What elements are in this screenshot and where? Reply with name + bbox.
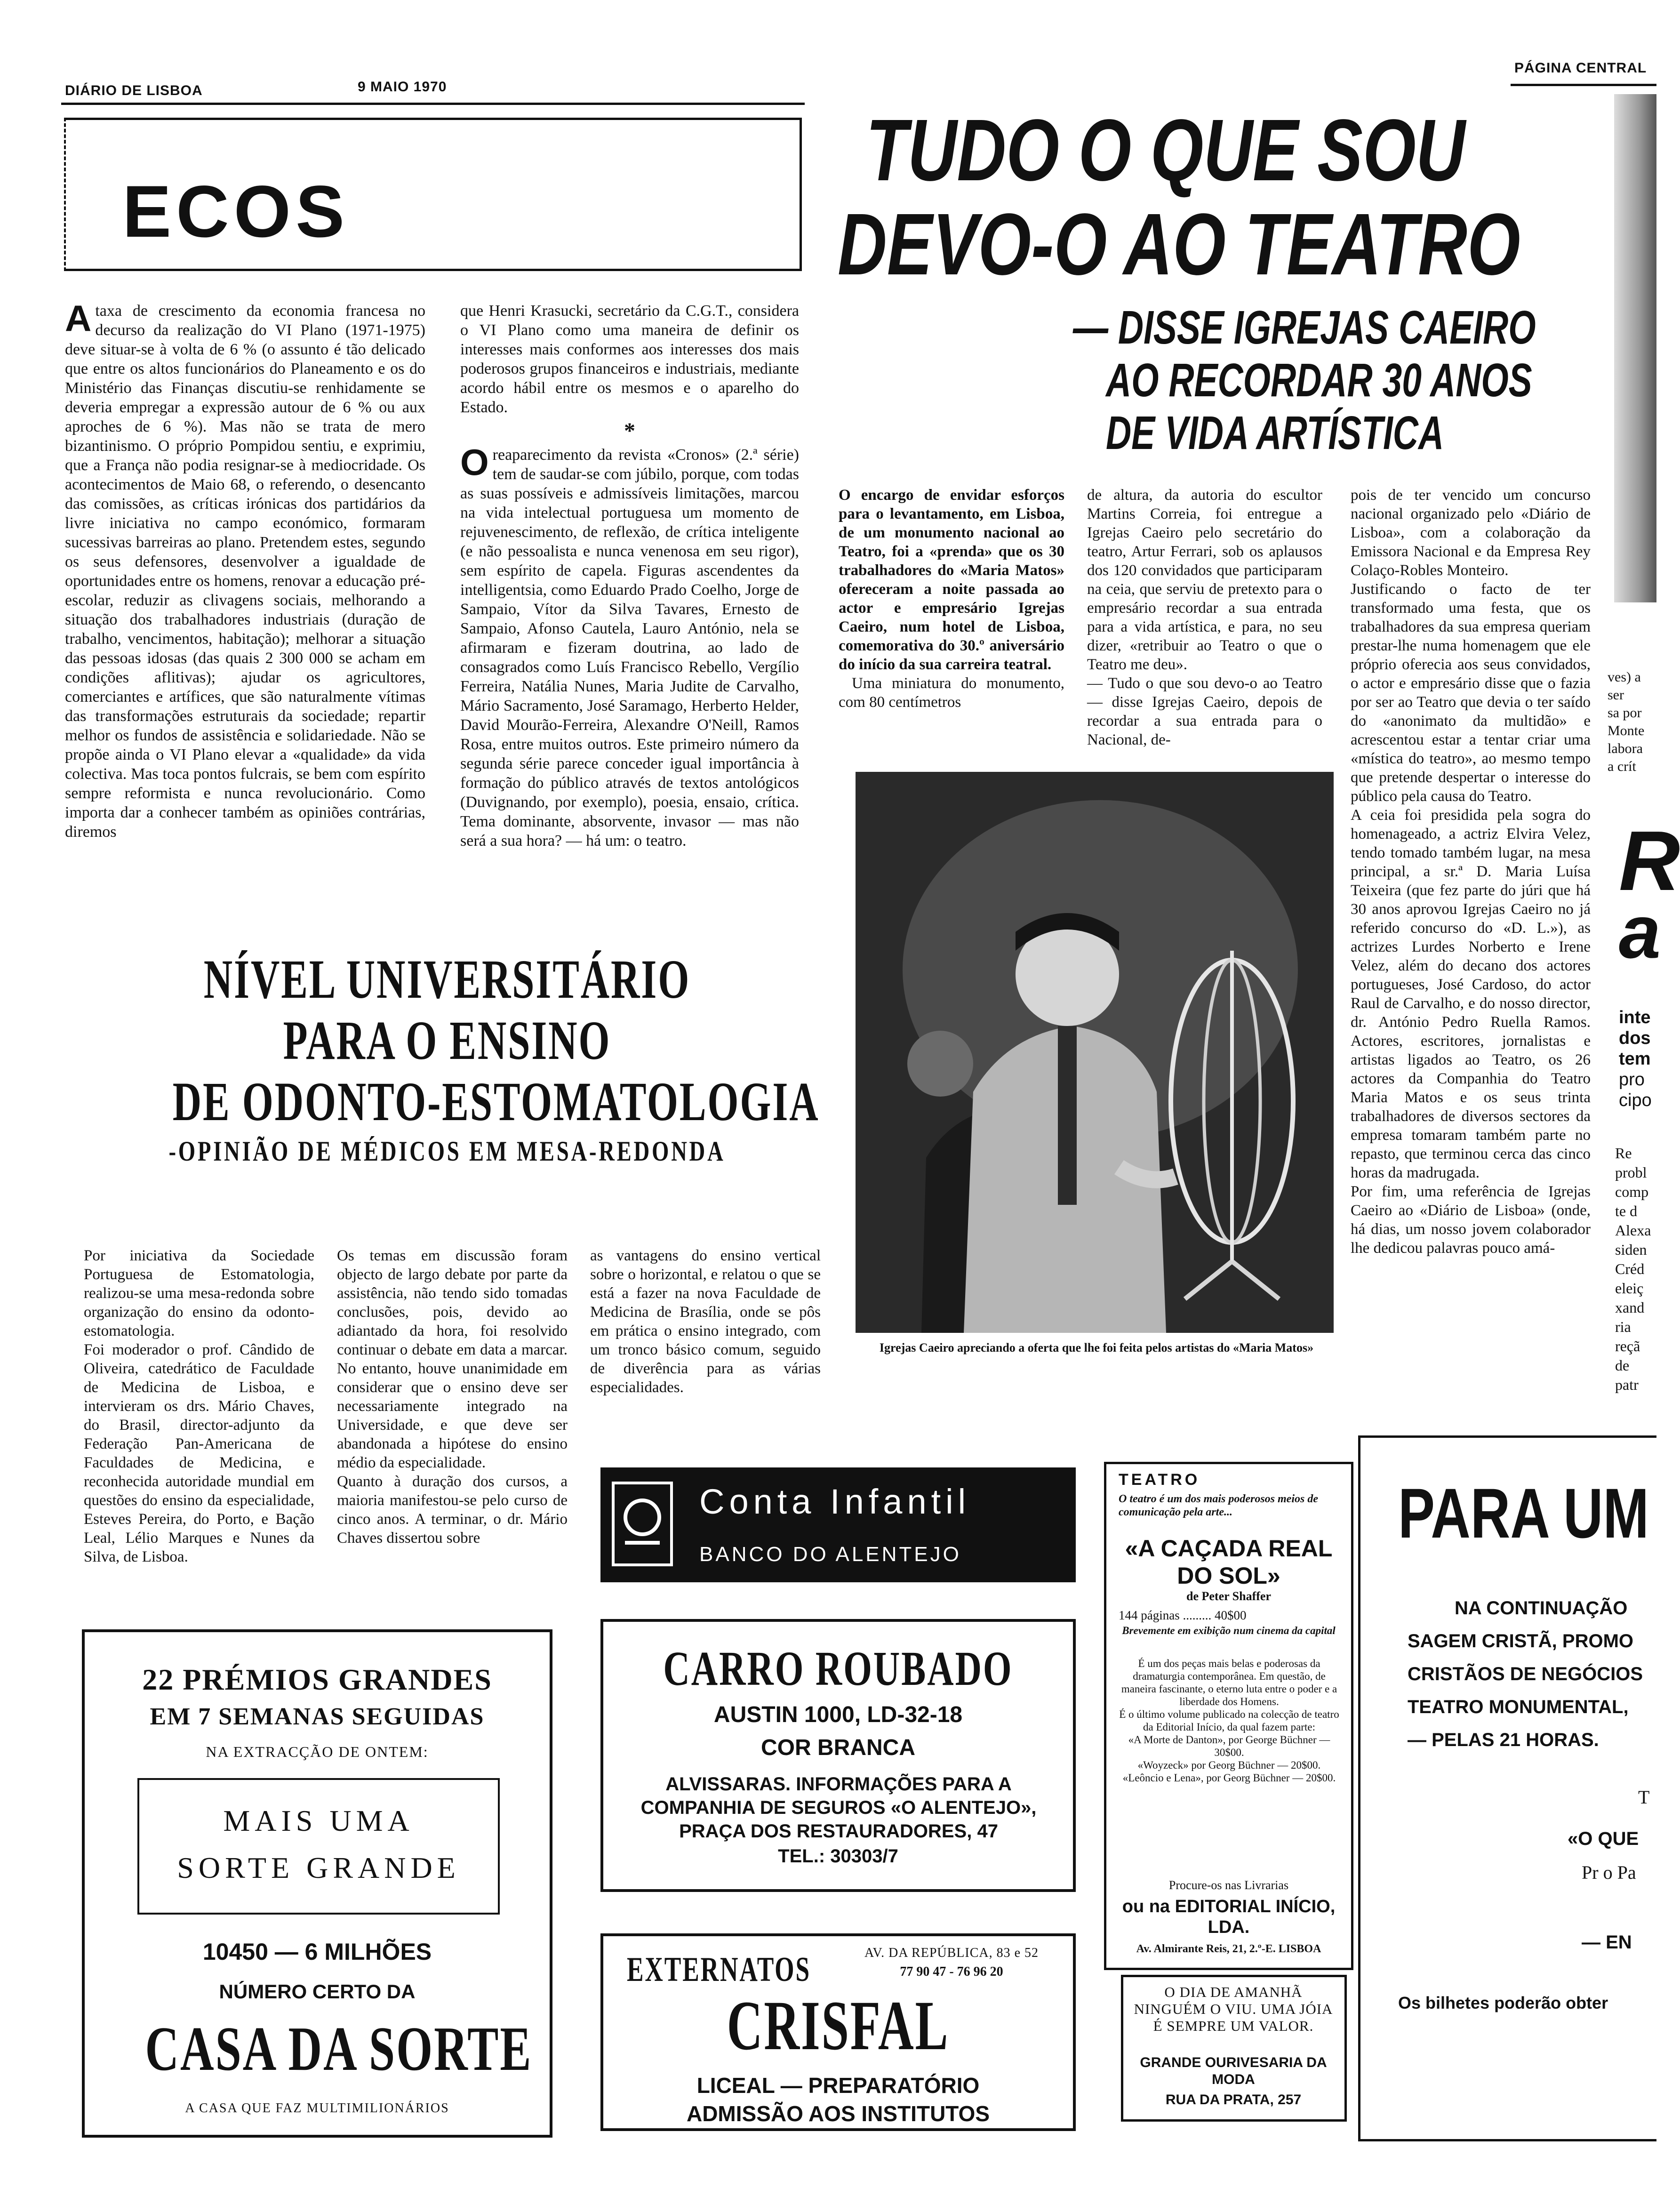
ad-line: T — [1638, 1787, 1650, 1808]
ad-line: SAGEM CRISTÃ, PROMO — [1408, 1631, 1634, 1651]
drop-cap: O — [460, 441, 489, 483]
edge-line: labora — [1608, 741, 1643, 756]
adjacent-page-column — [1615, 1144, 1656, 1403]
premios-line-6: 10450 — 6 MILHÕES — [202, 1939, 432, 1965]
teatro-column-3: pois de ter vencido um concurso nacional organizado pelo «Diário de Lisboa», com a colaboração da Emissora Nacional e da Empresa Rey Colaço-Robles Monteiro. Justificando o facto de ter transformado uma festa, que os trabalhadores da sua empresa queriam prestar-lhe numa homenagem que ele próprio oferecia aos seus convidados, o actor e empresário disse que o fazia por ser ao Teatro que devia o ter saído do «anonimato da multidão» e acrescentou estar a tentar criar uma «mística do teatro», ao mesmo tempo que pretende despertar o interesse do público pela causa do Teatro. A ceia foi presidida pela sogra do homenageado, a actriz Elvira Velez, tendo tomado também lugar, na mesa principal, a sr.ª D. Maria Luísa Teixeira (que fez parte do júri que há 30 anos aprovou Igrejas Caeiro no já referido concurso do «D. L.»), as actrizes Lurdes Norberto e Irene Velez, além do decano dos actores portugueses, José Cardoso, do actor Raul de Carvalho, e do nosso director, dr. António Pedro Ruella Ramos. Actores, escritores, jornalistas e artistas ligados ao Teatro, os 26 actores da Companhia do Teatro Maria Matos e os seus trinta trabalhadores de diversos sectores da empresa tomaram também parte no repasto, que terminou cerca das cinco horas da madrugada. Por fim, uma referência de Igrejas Caeiro ao «Diário de Lisboa» (onde, há dias, um nosso jovem colaborador lhe dedicou palavras pouco amá- — [1351, 487, 1591, 1257]
odonto-headline-3: DE ODONTO-ESTOMATOLOGIA — [172, 1071, 820, 1132]
premios-line-9: A CASA QUE FAZ MULTIMILIONÁRIOS — [185, 2101, 449, 2116]
ad-headline: PARA UM — [1398, 1474, 1649, 1553]
bank-name: BANCO DO ALENTEJO — [699, 1543, 961, 1566]
monumental-ad — [1358, 1435, 1656, 2141]
ecos-text-2b: reaparecimento da revista «Cronos» (2.ª série) tem de saudar-se com júbilo, porque, com todas as suas possíveis e admissíveis limitações, marcou na vida intelectual portuguesa um momento de rejuvenescimento, de reflexão, de crítica inteligente (e não pessoalista e nunca venenosa em seu rigor), sem espírito de capela. Figuras ascendentes da intelligentsia, como Eduardo Prado Coelho, Jorge de Sampaio, Vítor da Silva Tavares, Ernesto de Sampaio, Afonso Cautela, Lauro António, nela se afirmaram e fizeram doutrina, ao lado de consagrados como Luís Francisco Rebello, Vergílio Ferreira, Natália Nunes, Maria Judite de Carvalho, Mário Sacramento, José Saramago, Herberto Helder, David Mourão-Ferreira, Alexandre O'Neill, Ramos Rosa, entre muitos outros. Este primeiro número da segunda série parece conceder igual importância à formação do público através de textos antológicos (Duvignando, por exemplo), poesia, ensaio, crítica. Tema dominante, absorvente, invasor — mas não será a sua hora? — há um: o teatro. — [460, 446, 799, 850]
adjacent-page-intro — [1619, 1007, 1656, 1139]
edge-line: de — [1615, 1357, 1630, 1374]
crisfal-ad — [600, 1933, 1076, 2131]
teatro-lead-text-2: Uma miniatura do monumento, com 80 centímetros — [839, 675, 1064, 711]
carro-color: COR BRANCA — [761, 1735, 915, 1760]
edge-big-letter: R — [1619, 814, 1680, 908]
ecos-column-1 — [65, 297, 425, 913]
adjacent-page-text — [1608, 668, 1656, 772]
subheadline-line-3: DE VIDA ARTÍSTICA — [1106, 407, 1444, 459]
teatro-subheadline — [1073, 301, 1567, 459]
odonto-column-2: Os temas em discussão foram objecto de largo debate por parte da assistência, não tendo sido tomadas conclusões, pois, devido ao adiantado da hora, foi resolvido continuar o debate em data a marcar. No entanto, houve unanimidade em considerar que o ensino deve ser necessariamente integrado na Universidade, e que deve ser abandonada a hipótese do ensino médio da especialidade. Quanto à duração dos cursos, a maioria manifestou-se pelo curso de cinco anos. A terminar, o dr. Mário Chaves dissertou sobre — [337, 1247, 568, 1547]
ad-line: — EN — [1582, 1932, 1632, 1953]
edge-line: eleiç — [1615, 1280, 1644, 1297]
edge-line: Alexa — [1615, 1222, 1651, 1239]
book-note: Brevemente em exibição num cinema da capital — [1122, 1625, 1336, 1636]
book-author: de Peter Shaffer — [1186, 1589, 1271, 1603]
edge-line: Créd — [1615, 1260, 1645, 1277]
book-title: «A CAÇADA REAL DO SOL» — [1125, 1535, 1333, 1589]
premios-line-7: NÚMERO CERTO DA — [219, 1980, 416, 2003]
book-ad-label: TEATRO — [1119, 1471, 1200, 1489]
edge-line: cipo — [1619, 1090, 1652, 1110]
edge-line: tem — [1619, 1049, 1651, 1069]
edge-line: inte — [1619, 1008, 1651, 1027]
ouriv-name: GRANDE OURIVESARIA DA MODA — [1140, 2055, 1327, 2087]
premios-line-8: CASA DA SORTE — [145, 2014, 533, 2084]
ouriv-text: O DIA DE AMANHÃ NINGUÉM O VIU. UMA JÓIA É SEMPRE UM VALOR. — [1134, 1984, 1333, 2034]
ad-line: Pr o Pa — [1582, 1862, 1636, 1883]
ad-line: Os bilhetes poderão obter — [1398, 1993, 1608, 2012]
odonto-headline-2: PARA O ENSINO — [283, 1010, 611, 1071]
odonto-column-1: Por iniciativa da Sociedade Portuguesa de Estomatologia, realizou-se uma mesa-redonda sobre organização do ensino da odonto-estomatologia. Foi moderador o prof. Cândido de Oliveira, catedrático de Faculdade de Medicina de Lisboa, e intervieram os drs. Mário Chaves, do Brasil, director-adjunto da Federação Pan-Americana de Faculdades de Medicina, e reconhecida autoridade mundial em questões do ensino da especialidade, Esteves Pereira, do Porto, e Bação Leal, Lélio Marques e Nunes da Silva, de Lisboa. — [84, 1247, 314, 1565]
edge-big-letter: a — [1619, 890, 1661, 974]
crisfal-name: CRISFAL — [727, 1987, 950, 2065]
edge-line: Re — [1615, 1145, 1632, 1162]
ecos-text-2a: que Henri Krasucki, secretário da C.G.T., considera o VI Plano como uma maneira de definir os interesses mais conformes aos interesses dos mais poderosos grupos financeiros e industriais, mediante acordo hábil entre os mesmos e o aparelho do Estado. — [460, 302, 799, 416]
edge-line: reçã — [1615, 1338, 1640, 1354]
book-publisher: ou na EDITORIAL INÍCIO, LDA. — [1122, 1897, 1336, 1937]
edge-line: probl — [1615, 1164, 1647, 1181]
edge-line: sa por — [1608, 705, 1642, 721]
ourivesaria-ad — [1121, 1975, 1347, 2122]
ecos-logo-box — [64, 118, 802, 271]
ad-line: «O QUE — [1568, 1828, 1639, 1849]
edge-line: xand — [1615, 1299, 1645, 1316]
ecos-text-1: taxa de crescimento da economia francesa no decurso da realização do VI Plano (1971-1975) deve situar-se à volta de 6 % (o assunto é tão delicado que entre os altos funcionários do Planeamento e os do Ministério das Finanças discutiu-se renhidamente se deveria empregar a expressão autour de 6 % ou aux aproches de 6 %). Mas não se trata de mero bizantinismo. O próprio Pompidou sentiu, e exprimiu, que a França não podia resignar-se à mediocridade. Os acontecimentos de Maio 68, o referendo, o desencanto das comissões, as críticas irónicas dos partidários da livre iniciativa no campo económico, formaram sucessivas barreiras ao plano. Pretendem estes, segundo os seus defensores, desenvolver a igualdade de oportunidades entre os homens, renovar a educação pré-escolar, reduzir as clivagens sociais, melhorando a situação dos trabalhadores industriais (duração de trabalho, vencimentos, habitação); melhorar a situação das pessoas idosas (das quais 2 300 000 se acham em condições aflitivas); ajudar os agricultores, comerciantes e artífices, que são naturalmente vítimas das transformações estruturais da sociedade; repartir melhor os fundos de assistência e solidariedade. Não se propõe ainda o VI Plano elevar a «qualidade» da vida colectiva. Mas toca pontos fulcrais, se bem com espírito sempre reformista e nunca revolucionário. Como importa dar a conhecer também as opiniões contrárias, diremos — [65, 302, 425, 841]
book-price: 144 páginas ......... 40$00 — [1119, 1608, 1247, 1622]
ouriv-address: RUA DA PRATA, 257 — [1165, 2092, 1302, 2108]
odonto-headline-1: NÍVEL UNIVERSITÁRIO — [203, 948, 691, 1010]
ad-line: — PELAS 21 HORAS. — [1408, 1730, 1599, 1750]
carro-phone: TEL.: 30303/7 — [778, 1846, 898, 1867]
editorial-inicio-ad — [1104, 1462, 1353, 1970]
header-rule — [61, 103, 805, 105]
photo-caption: Igrejas Caeiro apreciando a oferta que lhe foi feita pelos artistas do «Maria Matos» — [879, 1341, 1314, 1354]
subheadline-line-1: — DISSE IGREJAS CAEIRO — [1073, 301, 1536, 354]
conta-infantil-ad — [600, 1467, 1076, 1582]
edge-line: dos — [1619, 1028, 1651, 1048]
book-ad-intro: O teatro é um dos mais poderosos meios de comunicação pela arte... — [1119, 1493, 1318, 1518]
newspaper-name: DIÁRIO DE LISBOA — [65, 83, 203, 98]
crisfal-line-4: ADMISSÃO AOS INSTITUTOS — [686, 2101, 990, 2126]
photo-illustration — [856, 772, 1334, 1333]
crisfal-address: AV. DA REPÚBLICA, 83 e 52 — [864, 1946, 1039, 1960]
edge-line: ria — [1615, 1318, 1631, 1335]
edge-line: pro — [1619, 1070, 1645, 1090]
teatro-lead-text: O encargo de envidar esforços para o levantamento, em Lisboa, de um monumento nacional ao Teatro, foi a «prenda» que os 30 trabalhadores do «Maria Matos» ofereceram a noite passada ao actor e empresário Igrejas Caeiro, num hotel de Lisboa, comemorativa do 30.º aniversário do início da sua carreira teatral. — [839, 487, 1064, 673]
teatro-headline — [838, 104, 1544, 292]
odonto-headline — [66, 949, 828, 1170]
odonto-subheadline: -OPINIÃO DE MÉDICOS EM MESA-REDONDA — [168, 1136, 726, 1167]
ecos-column-2 — [460, 301, 799, 913]
ad-line: TEATRO MONUMENTAL, — [1408, 1697, 1629, 1717]
page-section: PÁGINA CENTRAL — [1514, 60, 1647, 76]
issue-date: 9 MAIO 1970 — [358, 79, 447, 95]
carro-title: CARRO ROUBADO — [663, 1642, 1013, 1696]
adjacent-page-strip — [1614, 94, 1656, 602]
header-rule-right — [1511, 84, 1656, 86]
ad-line: CRISTÃOS DE NEGÓCIOS — [1408, 1664, 1643, 1684]
edge-line: ves) a ser — [1608, 669, 1641, 703]
headline-line-2: DEVO-O AO TEATRO — [838, 196, 1520, 293]
bank-logo-icon — [615, 1484, 670, 1563]
edge-line: siden — [1615, 1241, 1647, 1258]
section-star: * — [624, 418, 635, 443]
carro-roubado-ad — [600, 1619, 1076, 1892]
premios-line-2: EM 7 SEMANAS SEGUIDAS — [150, 1703, 485, 1730]
crisfal-phones: 77 90 47 - 76 96 20 — [900, 1964, 1003, 1979]
carro-model: AUSTIN 1000, LD-32-18 — [713, 1702, 963, 1727]
edge-line: a crít — [1608, 759, 1636, 774]
crisfal-externatos: EXTERNATOS — [627, 1950, 811, 1989]
odonto-column-3: as vantagens do ensino vertical sobre o horizontal, e relatou o que se está a fazer na nova Faculdade de Medicina de Brasília, onde se pôs em prática o ensino integrado, com um tronco básico comum, seguido de diverência para as várias especialidades. — [590, 1247, 821, 1396]
drop-cap: A — [65, 297, 92, 339]
premios-line-5: SORTE GRANDE — [177, 1851, 460, 1884]
premios-line-4: MAIS UMA — [223, 1804, 414, 1837]
premios-line-1: 22 PRÉMIOS GRANDES — [142, 1663, 492, 1696]
teatro-lead — [839, 486, 1064, 768]
edge-line: te d — [1615, 1202, 1638, 1219]
carro-contact: ALVISSARAS. INFORMAÇÕES PARA A COMPANHIA DE SEGUROS «O ALENTEJO», PRAÇA DOS RESTAURADORES, 47 — [640, 1774, 1037, 1842]
crisfal-line-3: LICEAL — PREPARATÓRIO — [696, 2073, 980, 2098]
headline-line-1: TUDO O QUE SOU — [866, 102, 1465, 199]
premios-line-3: NA EXTRACÇÃO DE ONTEM: — [206, 1743, 429, 1760]
teatro-column-2: de altura, da autoria do escultor Martins Correia, foi entregue a Igrejas Caeiro pelo secretário do teatro, Artur Ferrari, sob os aplausos dos 120 convidados que participaram na ceia, que serviu de pretexto para o empresário recordar a sua entrada para a vida artística, e para, no seu dizer, «retribuir ao Teatro o que o Teatro me deu». — Tudo o que sou devo-o ao Teatro — disse Igrejas Caeiro, depois de recordar a sua entrada para o Nacional, de- — [1087, 487, 1322, 748]
edge-line: Monte — [1608, 723, 1645, 738]
ad-line: NA CONTINUAÇÃO — [1455, 1598, 1628, 1619]
book-address: Av. Almirante Reis, 21, 2.º-E. LISBOA — [1136, 1943, 1321, 1955]
edge-line: comp — [1615, 1183, 1649, 1200]
conta-infantil-title: Conta Infantil — [699, 1482, 971, 1521]
subheadline-line-2: AO RECORDAR 30 ANOS — [1106, 354, 1532, 407]
book-where: Procure-os nas Livrarias — [1168, 1878, 1289, 1892]
edge-line: patr — [1615, 1376, 1639, 1393]
bank-logo — [612, 1482, 673, 1566]
ecos-logo: ECOS — [122, 171, 350, 253]
book-desc: É um dos peças mais belas e poderosas da dramaturgia contemporânea. Em questão, de maneira fascinante, o eterno luta entre o poder e a liberdade dos Homens. É o último volume publicado na colecção de teatro da Editorial Início, da qual fazem parte: «A Morte de Danton», por George Büchner — 30$00. «Woyzeck» por Georg Büchner — 20$00. «Leôncio e Lena», por Georg Büchner — 20$00. — [1119, 1658, 1339, 1784]
igrejas-caeiro-photo — [856, 772, 1334, 1333]
mais-uma-sorte-box — [137, 1778, 500, 1915]
casa-da-sorte-ad — [82, 1629, 552, 2138]
